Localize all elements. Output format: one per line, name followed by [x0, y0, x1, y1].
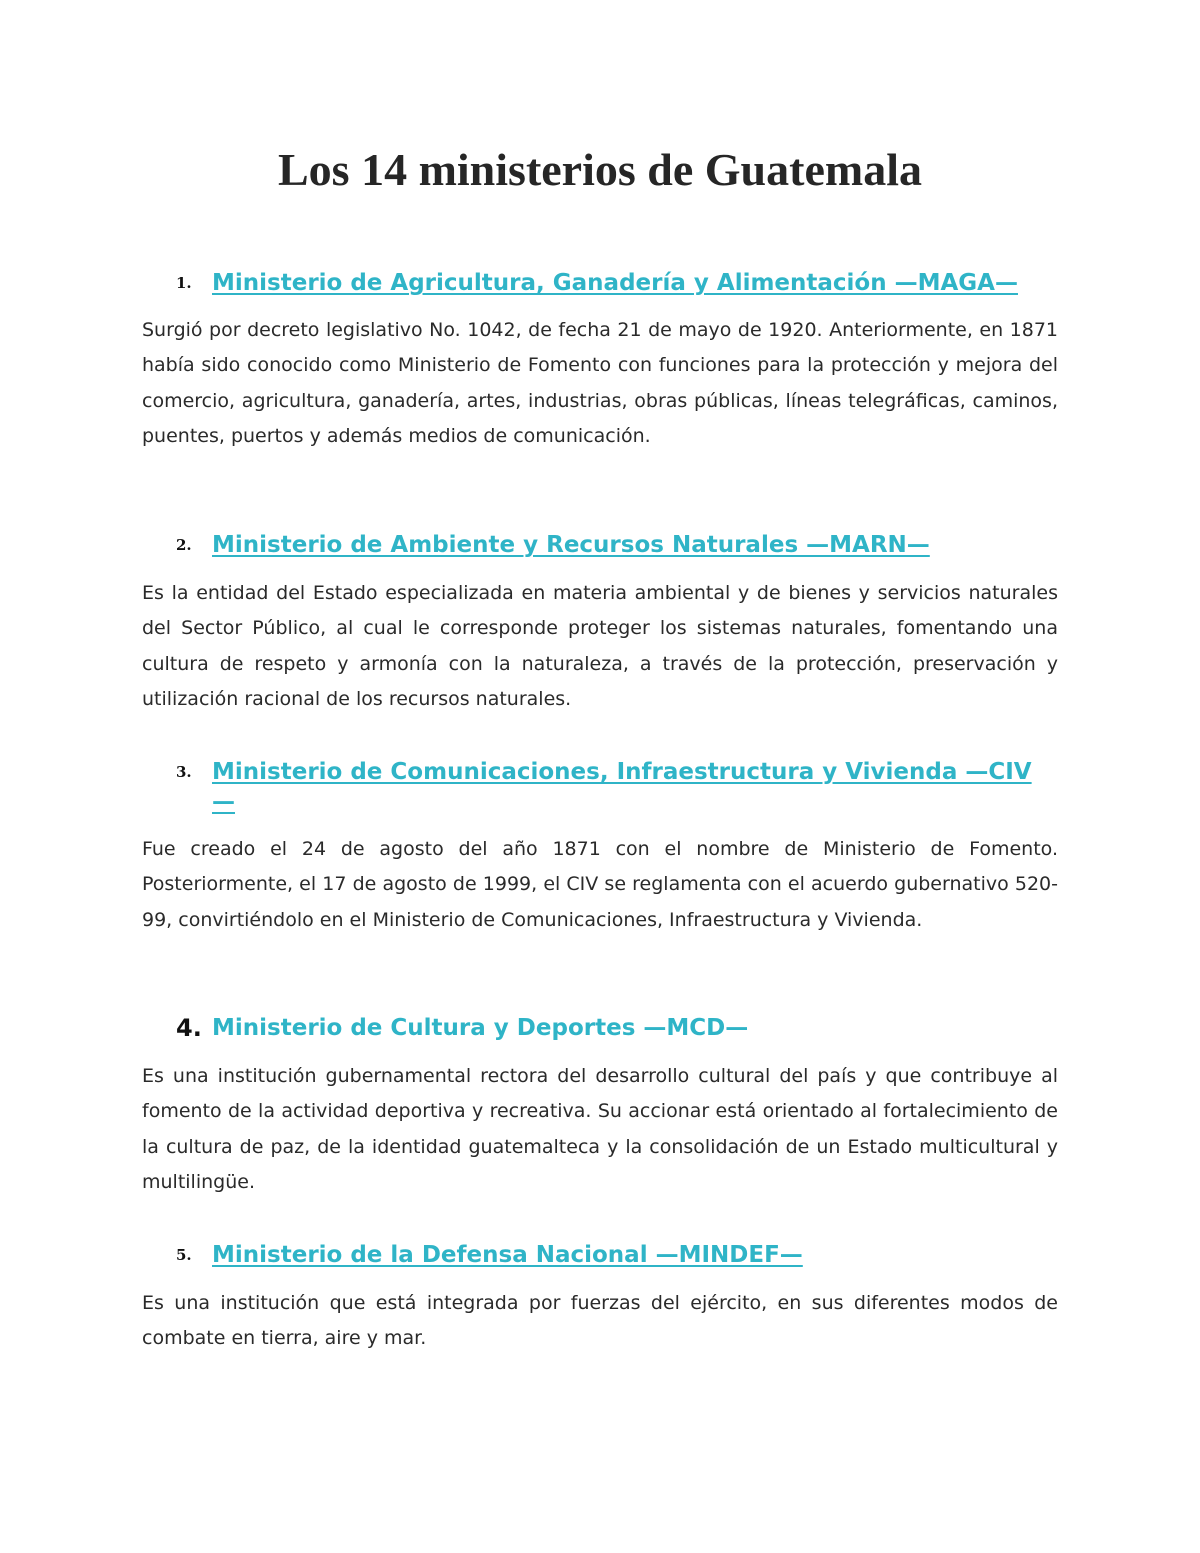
section-number: 5. [176, 1246, 192, 1264]
section-heading-marn [142, 530, 1062, 560]
section-link-maga[interactable]: Ministerio de Agricultura, Ganadería y Alimentación —MAGA— [212, 270, 1018, 296]
section-number: 2. [176, 536, 192, 554]
section-heading-mindef [142, 1240, 1062, 1270]
section-number: 1. [176, 274, 192, 292]
section-number: 4. [176, 1014, 202, 1042]
section-number: 3. [176, 763, 192, 781]
section-body-mindef: Es una institución que está integrada por fuerzas del ejército, en sus diferentes modos de combate en tierra, aire y mar. [142, 1292, 1058, 1350]
section-body-maga: Surgió por decreto legislativo No. 1042, de fecha 21 de mayo de 1920. Anteriormente, en 1871 había sido conocido como Ministerio de Fomento con funciones para la protección y mejora del comercio, agricultura, ganadería, artes, industrias, obras públicas, líneas telegráficas, caminos, puentes, puertos y además medios de comunicación. [142, 319, 1058, 448]
section-link-mindef[interactable]: Ministerio de la Defensa Nacional —MINDEF— [212, 1242, 803, 1268]
section-link-marn[interactable]: Ministerio de Ambiente y Recursos Naturales —MARN— [212, 532, 930, 558]
section-heading-maga [142, 268, 1062, 298]
section-body-mcd: Es una institución gubernamental rectora del desarrollo cultural del país y que contribuye al fomento de la actividad deportiva y recreativa. Su accionar está orientado al fortalecimiento de la cultura de paz, de la identidad guatemalteca y la consolidación de un Estado multicultural y multilingüe. [142, 1065, 1058, 1194]
section-link-civ[interactable]: Ministerio de Comunicaciones, Infraestructura y Vivienda —CIV — [212, 759, 1032, 815]
page-title: Los 14 ministerios de Guatemala [278, 144, 922, 195]
section-body-marn: Es la entidad del Estado especializada en materia ambiental y de bienes y servicios naturales del Sector Público, al cual le corresponde proteger los sistemas naturales, fomentando una cultura de respeto y armonía con la naturaleza, a través de la protección, preservación y utilización racional de los recursos naturales. [142, 582, 1058, 711]
section-link-mcd[interactable]: Ministerio de Cultura y Deportes —MCD— [212, 1015, 749, 1041]
section-body-civ: Fue creado el 24 de agosto del año 1871 con el nombre de Ministerio de Fomento. Posteriormente, el 17 de agosto de 1999, el CIV se reglamenta con el acuerdo gubernativo 520-99, convirtiéndolo en el Ministerio de Comunicaciones, Infraestructura y Vivienda. [142, 838, 1058, 931]
section-heading-civ [142, 757, 1062, 817]
section-heading-mcd [142, 1013, 1062, 1043]
